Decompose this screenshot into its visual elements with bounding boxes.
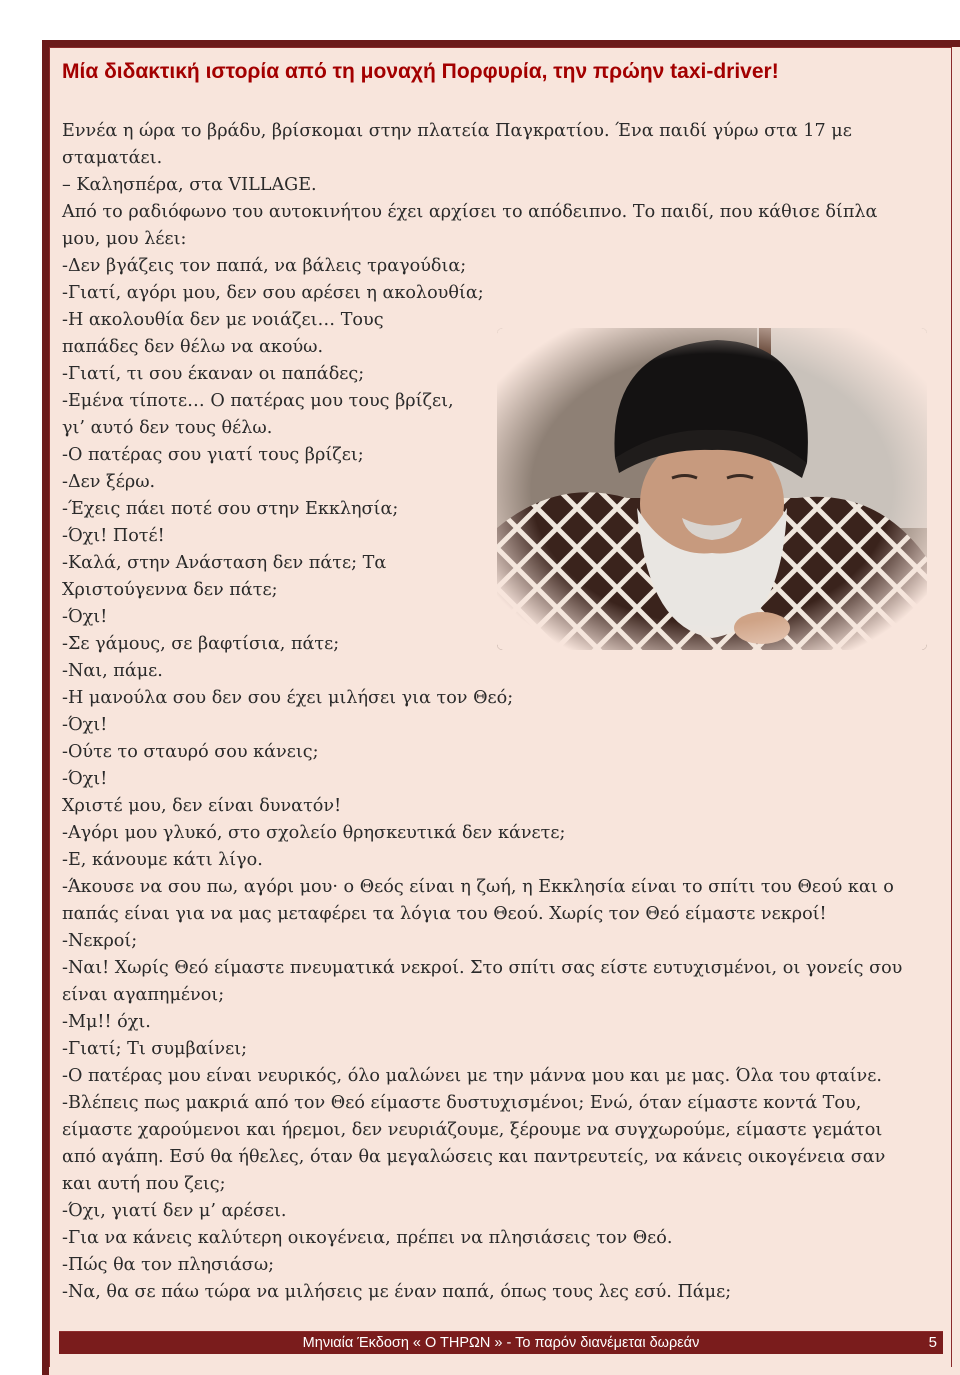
article-line: -Όχι!: [62, 715, 108, 735]
article-line: Από το ραδιόφωνο του αυτοκινήτου έχει αρχίσει το απόδειπνο. Το παιδί, που κάθισε δίπλα: [62, 202, 878, 222]
article-title: Μία διδακτική ιστορία από τη μοναχή Πορφυρία, την πρώην taxi-driver!: [62, 60, 779, 83]
article-line: μου, μου λέει:: [62, 229, 187, 249]
article-line: -Η ακολουθία δεν με νοιάζει… Τους: [62, 310, 384, 330]
article-line: -Ο πατέρας σου γιατί τους βρίζει;: [62, 445, 364, 465]
article-line: Χριστούγεννα δεν πάτε;: [62, 580, 278, 600]
article-line: είμαστε χαρούμενοι και ήρεμοι, δεν νευριάζουμε, ξέρουμε να συγχωρούμε, είμαστε γεμάτοι: [62, 1120, 883, 1140]
page-number: 5: [928, 1334, 937, 1351]
footer-publication-text: Μηνιαία Έκδοση « Ο ΤΗΡΩΝ » - Το παρόν διανέμεται δωρεάν: [302, 1335, 700, 1351]
article-line: παπάς είναι για να μας μεταφέρει τα λόγια του Θεού. Χωρίς τον Θεό είμαστε νεκροί!: [62, 904, 827, 924]
article-line: -Όχι! Ποτέ!: [62, 526, 165, 546]
article-line: -Δεν βγάζεις τον παπά, να βάλεις τραγούδια;: [62, 256, 467, 276]
article-line: γι’ αυτό δεν τους θέλω.: [62, 418, 273, 438]
article-line: -Ναι, πάμε.: [62, 661, 163, 681]
article-line: -Μμ!! όχι.: [62, 1012, 151, 1032]
article-line: -Για να κάνεις καλύτερη οικογένεια, πρέπει να πλησιάσεις τον Θεό.: [62, 1228, 673, 1248]
footer-bar: [59, 1331, 943, 1354]
article-line: παπάδες δεν θέλω να ακούω.: [62, 337, 324, 357]
article-line: -Δεν ξέρω.: [62, 472, 156, 492]
article-line: -Καλά, στην Ανάσταση δεν πάτε; Τα: [62, 553, 387, 573]
article-line: -Όχι, γιατί δεν μ’ αρέσει.: [62, 1201, 287, 1221]
article-line: -Η μανούλα σου δεν σου έχει μιλήσει για τον Θεό;: [62, 688, 514, 708]
article-line: -Γιατί, αγόρι μου, δεν σου αρέσει η ακολουθία;: [62, 283, 484, 303]
article-line: -Ο πατέρας μου είναι νευρικός, όλο μαλώνει με την μάννα μου και με μας. Όλα του φταίνε.: [62, 1066, 882, 1086]
article-line: σταματάει.: [62, 148, 163, 168]
article-line: -Βλέπεις πως μακριά από τον Θεό είμαστε δυστυχισμένοι; Ενώ, όταν είμαστε κοντά Του,: [62, 1093, 862, 1113]
article-line: -Γιατί; Τι συμβαίνει;: [62, 1039, 248, 1059]
article-line: – Καλησπέρα, στα VILLAGE.: [62, 175, 317, 195]
article-line: -Πώς θα τον πλησιάσω;: [62, 1255, 275, 1275]
article-line: -Άκουσε να σου πω, αγόρι μου· ο Θεός είναι η ζωή, η Εκκλησία είναι το σπίτι του Θεού και ο: [62, 877, 894, 897]
article-line: -Ε, κάνουμε κάτι λίγο.: [62, 850, 263, 870]
article-line: είναι αγαπημένοι;: [62, 985, 225, 1005]
article-line: -Να, θα σε πάω τώρα να μιλήσεις με έναν παπά, όπως τους λες εσύ. Πάμε;: [62, 1282, 732, 1302]
article-line: και αυτή που ζεις;: [62, 1174, 226, 1194]
article-line: από αγάπη. Εσύ θα ήθελες, όταν θα μεγαλώσεις και παντρευτείς, να κάνεις οικογένεια σαν: [62, 1147, 886, 1167]
article-line: -Όχι!: [62, 769, 108, 789]
elder-monk-illustration: [497, 328, 927, 650]
article-line: -Ούτε το σταυρό σου κάνεις;: [62, 742, 319, 762]
article-line: -Νεκροί;: [62, 931, 138, 951]
article-line: -Σε γάμους, σε βαφτίσια, πάτε;: [62, 634, 340, 654]
article-line: -Αγόρι μου γλυκό, στο σχολείο θρησκευτικά δεν κάνετε;: [62, 823, 566, 843]
article-line: -Όχι!: [62, 607, 108, 627]
article-body: [62, 118, 922, 1306]
article-line: -Γιατί, τι σου έκαναν οι παπάδες;: [62, 364, 365, 384]
article-line: Χριστέ μου, δεν είναι δυνατόν!: [62, 796, 342, 816]
article-line: -Έχεις πάει ποτέ σου στην Εκκλησία;: [62, 499, 399, 519]
article-line: Εννέα η ώρα το βράδυ, βρίσκομαι στην πλατεία Παγκρατίου. Ένα παιδί γύρω στα 17 με: [62, 121, 852, 141]
article-line: -Εμένα τίποτε… Ο πατέρας μου τους βρίζει,: [62, 391, 454, 411]
article-line: -Ναι! Χωρίς Θεό είμαστε πνευματικά νεκροί. Στο σπίτι σας είστε ευτυχισμένοι, οι γονείς σου: [62, 958, 903, 978]
elder-monk-photo: [497, 328, 927, 650]
